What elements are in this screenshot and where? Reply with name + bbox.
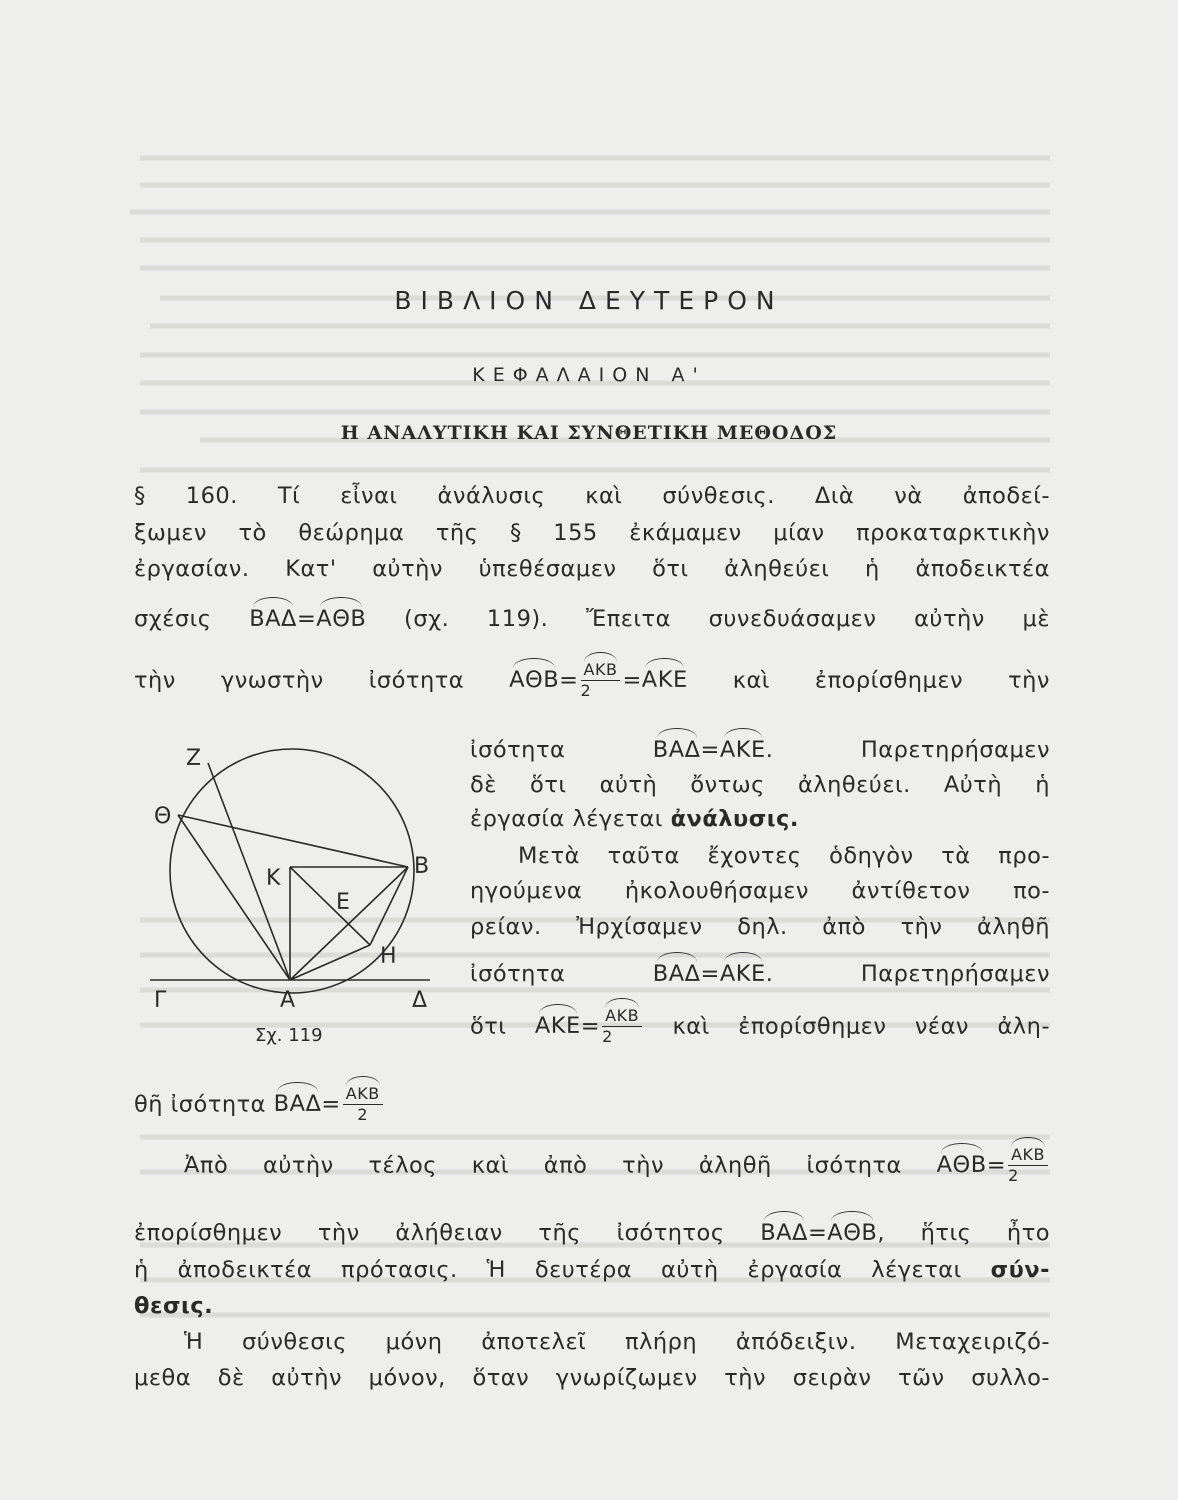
period: . xyxy=(765,961,774,987)
angle-symbol: ΑΘΒ xyxy=(509,667,560,694)
text-span: σχέσις xyxy=(134,606,212,632)
fraction-numerator: ΑΚΒ xyxy=(581,661,621,681)
text-line xyxy=(134,606,1050,632)
angle-symbol: ΒΑΔ xyxy=(760,1220,808,1246)
text-line: § 160. Τί εἶναι ἀνάλυσις καὶ σύνθεσις. Διὰ νὰ ἀποδεί- xyxy=(134,483,1050,509)
label-b: Β xyxy=(414,854,430,879)
term-synthesis: σύν- xyxy=(990,1257,1050,1283)
fraction-denominator: 2 xyxy=(602,1027,613,1047)
equals-sign: = xyxy=(559,667,579,694)
label-e: Ε xyxy=(336,890,350,915)
equals-sign: = xyxy=(580,1013,601,1040)
angle-symbol: ΑΘΒ xyxy=(936,1152,987,1179)
section-title: Η ΑΝΑΛΥΤΙΚΗ ΚΑΙ ΣΥΝΘΕΤΙΚΗ ΜΕΘΟΔΟΣ xyxy=(340,422,838,444)
angle-symbol: ΑΚΕ xyxy=(641,667,688,694)
angle-symbol: ΒΑΔ xyxy=(652,737,701,763)
fraction-numerator: ΑΚΒ xyxy=(602,1007,642,1027)
fraction-numerator: ΑΚΒ xyxy=(343,1085,383,1105)
text-line: ἐργασίαν. Κατ' αὐτὴν ὑπεθέσαμεν ὅτι ἀληθεύει ἡ ἀποδεικτέα xyxy=(134,556,1050,582)
text-line: μεθα δὲ αὐτὴν μόνον, ὅταν γνωρίζωμεν τὴν σειρὰν τῶν συλλο- xyxy=(134,1365,1050,1391)
label-a: Α xyxy=(280,988,296,1013)
fraction-denominator: 2 xyxy=(1008,1166,1019,1186)
fraction xyxy=(343,1085,383,1125)
text-span: (σχ. 119). Ἔπειτα συνεδυάσαμεν αὐτὴν μὲ xyxy=(404,606,1050,632)
equals-sign: = xyxy=(986,1152,1007,1179)
text-line xyxy=(470,1007,1050,1047)
angle-symbol: ΑΘΒ xyxy=(316,606,367,632)
segment-h-b xyxy=(370,867,408,945)
fraction xyxy=(581,661,621,701)
text-span: Ἀπὸ αὐτὴν τέλος καὶ ἀπὸ τὴν ἀληθῆ ἰσότητα xyxy=(184,1152,902,1179)
angle-symbol: ΑΚΕ xyxy=(534,1013,581,1040)
equals-sign: = xyxy=(807,1220,828,1246)
text-span: θῆ ἰσότητα xyxy=(134,1091,267,1118)
fraction-numerator: ΑΚΒ xyxy=(1008,1146,1048,1166)
text-line: ρείαν. Ἠρχίσαμεν δηλ. ἀπὸ τὴν ἀληθῆ xyxy=(470,914,1050,940)
equals-sign: = xyxy=(296,606,317,632)
label-theta: Θ xyxy=(154,804,172,829)
text-line xyxy=(134,661,1050,701)
text-line xyxy=(134,1220,1050,1246)
text-line xyxy=(470,806,799,832)
equals-sign: = xyxy=(700,737,720,763)
angle-symbol: ΒΑΔ xyxy=(249,606,297,632)
text-line: ηγούμενα ἠκολουθήσαμεν ἀντίθετον πο- xyxy=(470,878,1050,904)
label-z: Ζ xyxy=(186,746,202,771)
text-span: Παρετηρήσαμεν xyxy=(860,737,1051,763)
period: . xyxy=(765,737,774,763)
term-analysis: ἀνάλυσις. xyxy=(670,806,799,832)
equals-sign: = xyxy=(700,961,720,987)
angle-symbol: ΒΑΔ xyxy=(273,1091,322,1118)
text-line xyxy=(470,961,1050,987)
text-span: , ἥτις ἦτο xyxy=(877,1220,1051,1246)
chapter-title: ΚΕΦΑΛΑΙΟΝ Α' xyxy=(472,364,706,386)
text-span: ἰσότητα xyxy=(470,737,566,763)
text-line xyxy=(134,1085,385,1125)
text-span: ἡ ἀποδεικτέα πρότασις. Ἡ δευτέρα αὐτὴ ἐργασία λέγεται xyxy=(134,1257,962,1283)
equals-sign: = xyxy=(622,667,642,694)
label-k: Κ xyxy=(266,866,281,891)
segment-k-h xyxy=(290,867,370,945)
term-synthesis-end: θεσις. xyxy=(134,1293,214,1319)
text-line: δὲ ὅτι αὐτὴ ὄντως ἀληθεύει. Αὐτὴ ἡ xyxy=(470,772,1050,798)
fraction xyxy=(602,1007,642,1047)
angle-symbol: ΑΘΒ xyxy=(827,1220,878,1246)
circle xyxy=(170,749,414,993)
text-span: ὅτι xyxy=(470,1013,507,1040)
text-span: Παρετηρήσαμεν xyxy=(860,961,1051,987)
fraction-denominator: 2 xyxy=(357,1105,369,1125)
segment-theta-b xyxy=(178,815,408,867)
figure-caption: Σχ. 119 xyxy=(255,1025,323,1046)
angle-symbol: ΑΚΕ xyxy=(719,737,766,763)
label-gamma: Γ xyxy=(154,988,167,1013)
text-span: τὴν γνωστὴν ἰσότητα xyxy=(134,667,465,694)
text-span: ἰσότητα xyxy=(470,961,566,987)
text-line xyxy=(134,1257,1050,1283)
text-line: Μετὰ ταῦτα ἔχοντες ὁδηγὸν τὰ προ- xyxy=(518,843,1050,869)
fraction xyxy=(1008,1146,1048,1186)
label-delta: Δ xyxy=(412,988,428,1013)
equals-sign: = xyxy=(321,1091,341,1118)
text-line: Ἡ σύνθεσις μόνη ἀποτελεῖ πλήρη ἀπόδειξιν. Μεταχειριζό- xyxy=(184,1329,1050,1355)
label-h: Η xyxy=(380,944,397,969)
book-title: ΒΙΒΛΙΟΝ ΔΕΥΤΕΡΟΝ xyxy=(394,286,784,315)
angle-symbol: ΒΑΔ xyxy=(652,961,701,987)
angle-symbol: ΑΚΕ xyxy=(719,961,766,987)
text-line xyxy=(184,1146,1050,1186)
fraction-denominator: 2 xyxy=(580,681,592,701)
text-span: ἐργασία λέγεται xyxy=(470,806,663,832)
text-line xyxy=(470,737,1050,763)
text-span: καὶ ἐπορίσθημεν τὴν xyxy=(732,667,1050,694)
text-span: καὶ ἐπορίσθημεν νέαν ἀλη- xyxy=(672,1013,1050,1040)
segment-a-h xyxy=(290,945,370,980)
text-line: ξωμεν τὸ θεώρημα τῆς § 155 ἐκάμαμεν μίαν προκαταρκτικὴν xyxy=(134,520,1050,546)
text-span: ἐπορίσθημεν τὴν ἀλήθειαν τῆς ἰσότητος xyxy=(134,1220,725,1246)
figure-119 xyxy=(140,735,470,1055)
segment-theta-a xyxy=(178,815,290,980)
